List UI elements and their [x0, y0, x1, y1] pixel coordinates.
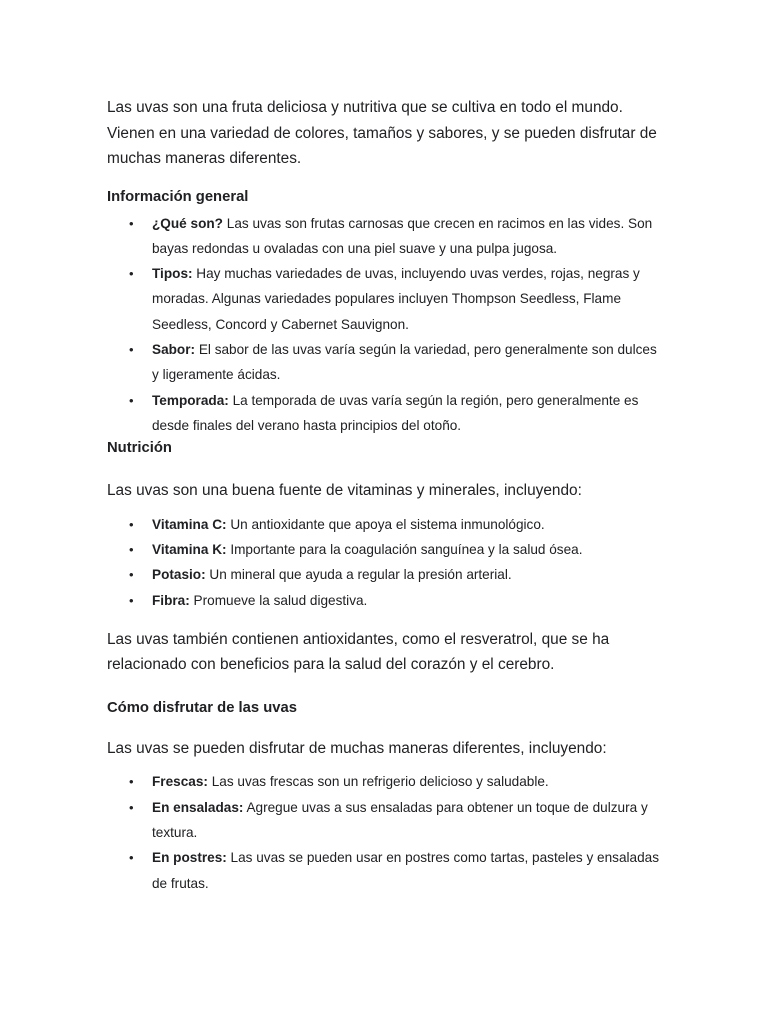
- list-item: [107, 388, 667, 439]
- item-text: Agregue uvas a sus ensaladas para obtener un toque de dulzura y textura.: [152, 799, 648, 840]
- list-item: [107, 512, 667, 537]
- bullet-icon: •: [129, 567, 134, 583]
- item-label: ¿Qué son?: [152, 215, 223, 231]
- nutrition-outro: Las uvas también contienen antioxidantes, como el resveratrol, que se ha relacionado con beneficios para la salud del corazón y el cerebro.: [107, 630, 610, 674]
- list-item: [107, 588, 667, 613]
- section-heading-general: Información general: [107, 188, 249, 205]
- item-label: Temporada:: [152, 392, 229, 408]
- list-item: [107, 795, 667, 846]
- item-label: En postres:: [152, 850, 227, 866]
- bullet-icon: •: [129, 799, 134, 815]
- enjoy-list: [107, 769, 667, 895]
- section-heading-nutrition: Nutrición: [107, 440, 172, 457]
- document-page: [107, 95, 667, 896]
- list-item: [107, 845, 667, 896]
- item-label: Vitamina C:: [152, 516, 227, 532]
- item-label: Fibra:: [152, 592, 190, 608]
- bullet-icon: •: [129, 774, 134, 790]
- item-label: Potasio:: [152, 567, 206, 583]
- list-item: [107, 261, 667, 337]
- bullet-icon: •: [129, 266, 134, 282]
- item-text: Hay muchas variedades de uvas, incluyendo uvas verdes, rojas, negras y moradas. Algunas variedades populares incluyen Thompson Seedless, Flame Seedless, Concord y Cabernet Sauvignon.: [152, 266, 640, 332]
- item-text: La temporada de uvas varía según la región, pero generalmente es desde finales del verano hasta principios del otoño.: [152, 392, 639, 433]
- item-label: Tipos:: [152, 266, 193, 282]
- item-label: Vitamina K:: [152, 541, 227, 557]
- item-label: Frescas:: [152, 774, 208, 790]
- item-text: Las uvas frescas son un refrigerio delicioso y saludable.: [207, 774, 549, 790]
- item-label: En ensaladas:: [152, 799, 244, 815]
- nutrition-intro: Las uvas son una buena fuente de vitaminas y minerales, incluyendo:: [107, 482, 582, 500]
- enjoy-intro: Las uvas se pueden disfrutar de muchas maneras diferentes, incluyendo:: [107, 739, 607, 757]
- bullet-icon: •: [129, 341, 134, 357]
- item-text: Un mineral que ayuda a regular la presión arterial.: [205, 567, 512, 583]
- bullet-icon: •: [129, 215, 134, 231]
- list-item: [107, 537, 667, 562]
- bullet-icon: •: [129, 392, 134, 408]
- list-item: [107, 211, 667, 262]
- list-item: [107, 337, 667, 388]
- item-text: El sabor de las uvas varía según la variedad, pero generalmente son dulces y ligeramente ácidas.: [152, 341, 657, 383]
- bullet-icon: •: [129, 592, 134, 608]
- bullet-icon: •: [129, 850, 134, 866]
- item-text: Las uvas se pueden usar en postres como tartas, pasteles y ensaladas de frutas.: [152, 850, 660, 891]
- item-text: Importante para la coagulación sanguínea y la salud ósea.: [226, 541, 583, 557]
- list-item: [107, 769, 667, 794]
- bullet-icon: •: [129, 541, 134, 557]
- item-text: Las uvas son frutas carnosas que crecen en racimos en las vides. Son bayas redondas u ovaladas con una piel suave y una pulpa jugosa.: [152, 215, 653, 256]
- nutrition-list: [107, 512, 667, 613]
- list-item: [107, 562, 667, 587]
- item-text: Promueve la salud digestiva.: [189, 592, 368, 608]
- intro-paragraph: Las uvas son una fruta deliciosa y nutritiva que se cultiva en todo el mundo. Vienen en una variedad de colores, tamaños y sabores, y se pueden disfrutar de muchas maneras diferentes.: [107, 99, 657, 167]
- bullet-icon: •: [129, 516, 134, 532]
- item-text: Un antioxidante que apoya el sistema inmunológico.: [226, 516, 545, 532]
- section-heading-enjoy: Cómo disfrutar de las uvas: [107, 699, 297, 716]
- general-list: [107, 211, 667, 439]
- item-label: Sabor:: [152, 341, 196, 357]
